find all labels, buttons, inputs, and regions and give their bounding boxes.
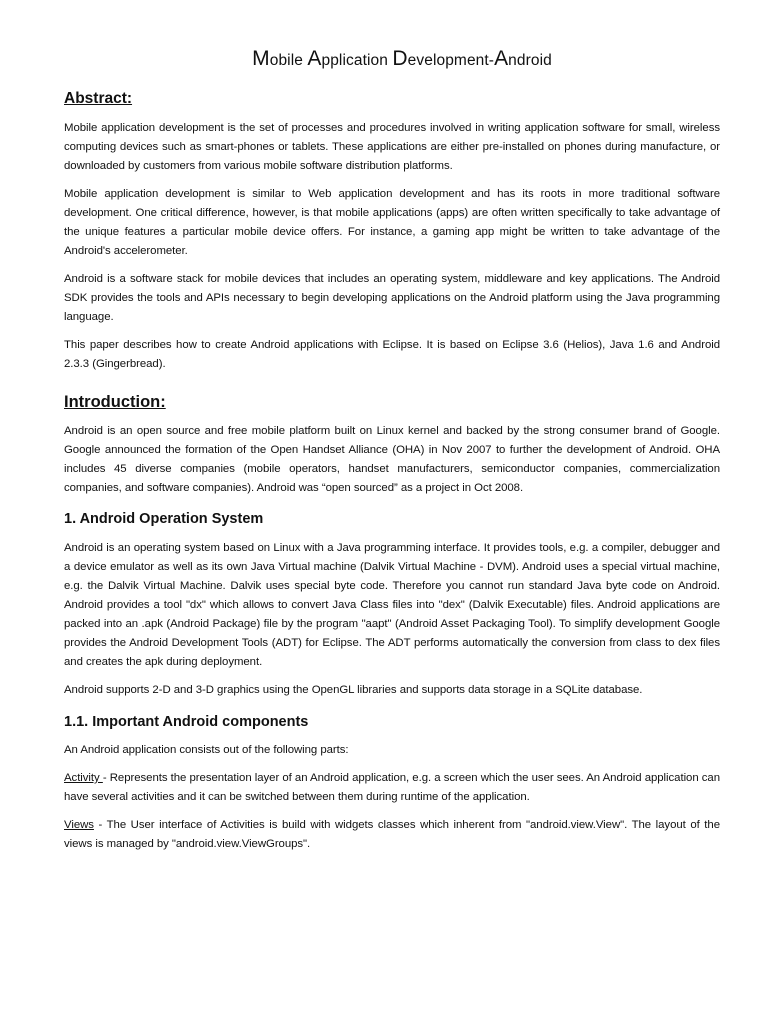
component-description: - Represents the presentation layer of an Android application, e.g. a screen which the user sees. An Android application can have several activities and it can be switched between them during runtime of the application. [64, 772, 720, 803]
title-part: Application [307, 47, 393, 70]
abstract-paragraph: Mobile application development is the set of processes and procedures involved in writing application software for small, wireless computing devices such as smart-phones or tablets. These applications are either pre-installed on phones during manufacture, or downloaded by customers from various mobile software distribution platforms. [64, 122, 720, 172]
abstract-paragraph: This paper describes how to create Android applications with Eclipse. It is based on Eclipse 3.6 (Helios), Java 1.6 and Android 2.3.3 (Gingerbread). [64, 339, 720, 370]
os-paragraph: Android is an operating system based on Linux with a Java programming interface. It provides tools, e.g. a compiler, debugger and a device emulator as well as its own Java Virtual machine (Dalvik Virtual Machine - DVM). Android uses a special virtual machine, e.g. the Dalvik Virtual Machine. Dalvik uses special byte code. Therefore you cannot run standard Java byte code on Android. Android provides a tool "dx" which allows to convert Java Class files into "dex" (Dalvik Executable) files. Android applications are packed into an .apk (Android Package) file by the program "aapt" (Android Asset Packaging Tool). To simplify development Google provides the Android Development Tools (ADT) for Eclipse. The ADT performs automatically the conversion from class to dex files and creates the apk during deployment. [64, 542, 720, 668]
os-section-heading: 1. Android Operation System [64, 511, 264, 527]
component-term: Activity [64, 772, 103, 784]
component-item-activity [64, 769, 720, 807]
document-title [64, 0, 720, 71]
component-term: Views [64, 819, 94, 831]
abstract-heading: Abstract: [64, 90, 133, 107]
components-section-heading: 1.1. Important Android components [64, 714, 309, 730]
introduction-paragraph: Android is an open source and free mobile platform built on Linux kernel and backed by the strong consumer brand of Google. Google announced the formation of the Open Handset Alliance (OHA) in Nov 2007 to further the development of Android. OHA includes 45 diverse companies (mobile operators, handset manufacturers, semiconductor companies, commercialization companies, and software companies). Android was “open sourced” as a project in Oct 2008. [64, 425, 720, 494]
component-description: - The User interface of Activities is build with widgets classes which inherent from "android.view.View". The layout of the views is managed by "android.view.ViewGroups". [64, 819, 720, 850]
title-part: Mobile [252, 47, 308, 70]
component-item-views [64, 816, 720, 854]
components-intro: An Android application consists out of the following parts: [64, 744, 349, 756]
introduction-heading: Introduction: [64, 393, 166, 411]
title-part: Android [494, 47, 552, 70]
abstract-paragraph: Mobile application development is similar to Web application development and has its roots in more traditional software development. One critical difference, however, is that mobile applications (apps) are often written specifically to take advantage of the unique features a particular mobile device offers. For instance, a gaming app might be written to take advantage of the Android's accelerometer. [64, 188, 720, 257]
title-part: Development- [392, 47, 495, 70]
abstract-paragraph: Android is a software stack for mobile devices that includes an operating system, middleware and key applications. The Android SDK provides the tools and APIs necessary to begin developing applications on the Android platform using the Java programming language. [64, 273, 720, 323]
os-paragraph: Android supports 2-D and 3-D graphics using the OpenGL libraries and supports data storage in a SQLite database. [64, 684, 643, 696]
